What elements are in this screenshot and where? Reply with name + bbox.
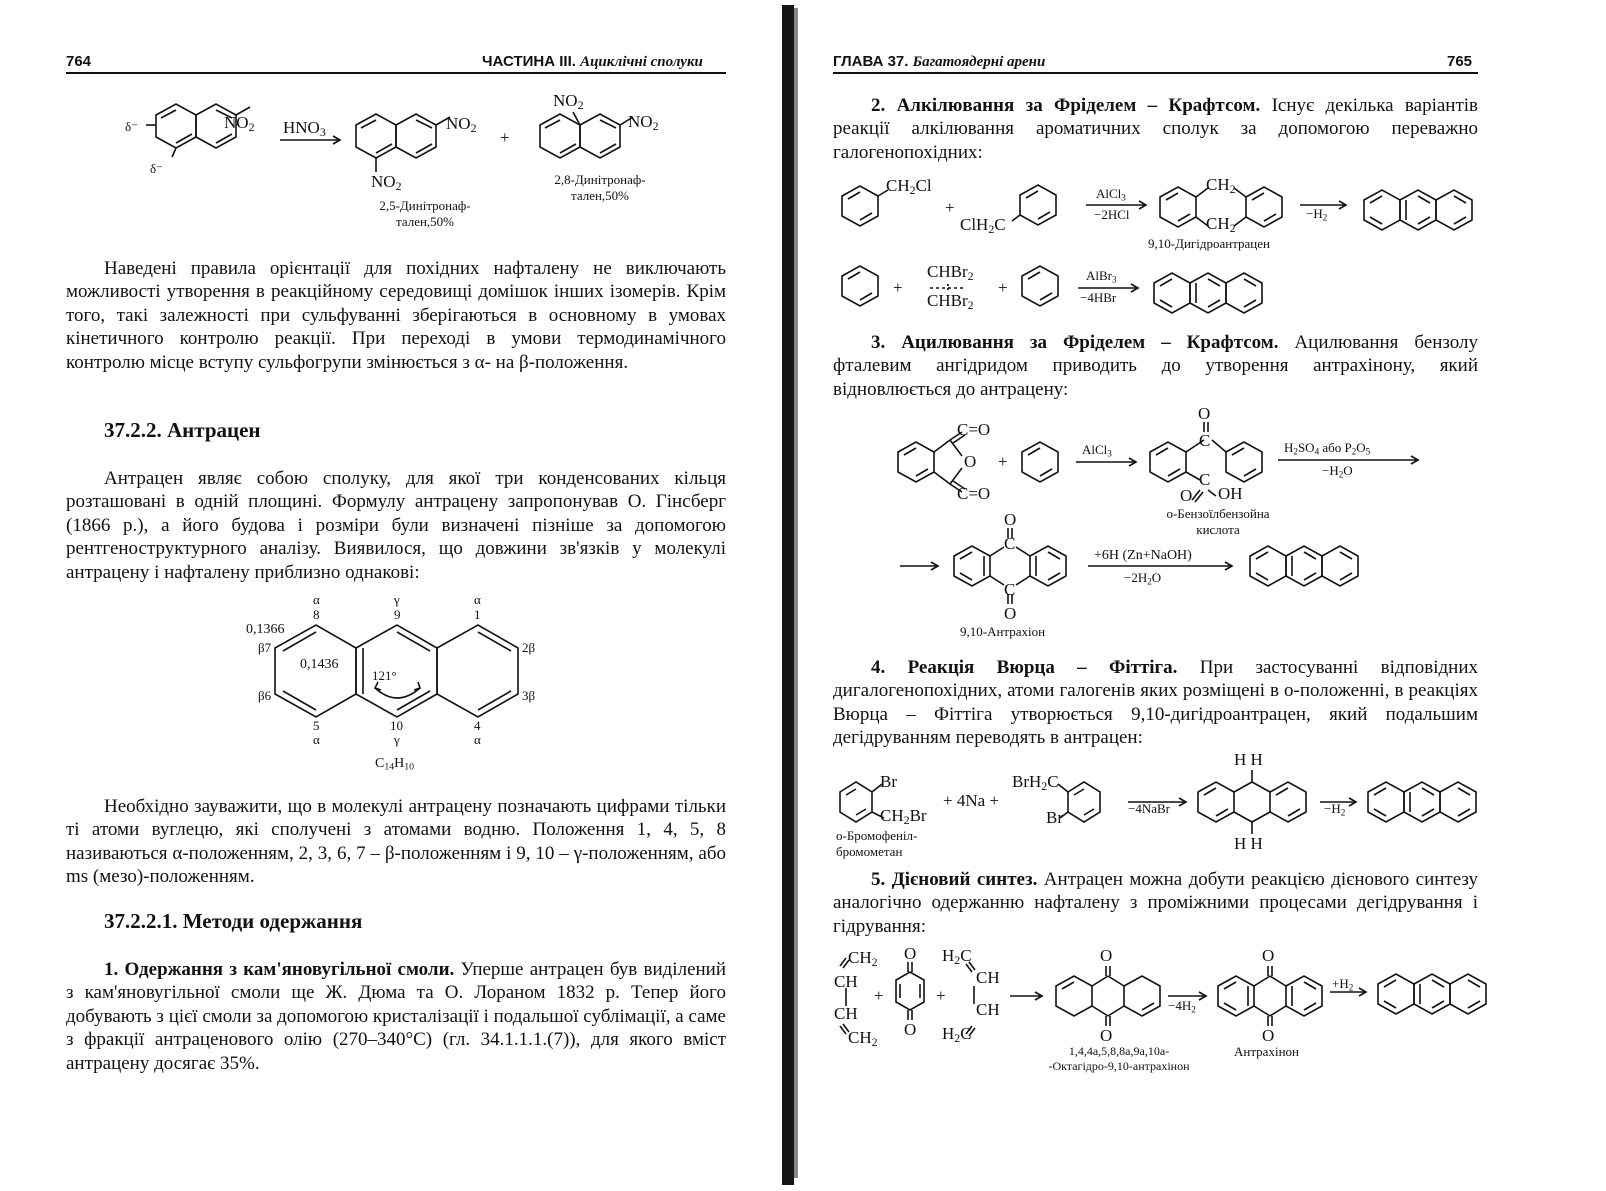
clh2c-label: ClH$_2$C (960, 215, 1006, 236)
wurtz-br-1: Br (880, 772, 897, 791)
plus-4: + (998, 452, 1008, 471)
reagent-hno3: $HNO_3$ (283, 118, 326, 139)
plus-5: + (874, 986, 884, 1005)
num-4: 4 (474, 718, 481, 733)
nitro-group-5: $NO_2$ (628, 112, 659, 133)
acid-catalyst: $H_2SO_4$ або $P_2O_5$ (1284, 440, 1371, 457)
wurtz-ch2br: $CH_2Br$ (880, 806, 927, 827)
plus-3: + (998, 278, 1008, 297)
ch2cl-label: $CH_2Cl$ (886, 176, 932, 197)
hydrogens-top: H H (1234, 750, 1263, 769)
acid-ketone-c: C (1199, 431, 1211, 450)
right-page-number: 765 (1447, 53, 1473, 70)
wurtz-brh2c: BrH$_2$C (1012, 772, 1059, 793)
anhydride-o: O (964, 452, 977, 471)
bromophenyl-caption: о-Бромофеніл- бромометан (836, 828, 918, 859)
delta-charge-1: δ⁻ (125, 119, 138, 134)
num-9: 9 (394, 607, 401, 622)
label-alpha-5: α (313, 732, 320, 747)
wurtz-4na: + 4Na + (943, 791, 999, 810)
diene2-h2c-bottom: $H_2C$ (942, 1024, 972, 1045)
acid-carboxyl-c: C (1199, 470, 1211, 489)
elim-h2-2: $-H_2$ (1324, 801, 1346, 818)
ch2-top: $CH_2$ (1206, 175, 1236, 196)
chbr2-top: CHBr$_2$ (927, 262, 974, 283)
heading-anthracene: 37.2.2. Антрацен (104, 418, 261, 442)
quinone-o-bottom: O (904, 1020, 917, 1039)
product1-caption: 2,5-Динітронаф- тален,50% (379, 198, 471, 229)
anthraquinone-caption: 9,10-Антрахіон (960, 624, 1046, 639)
diene-ch2-top: $CH_2$ (848, 948, 878, 969)
elim-h2o: $-H_2O$ (1322, 463, 1353, 480)
elim-2hcl: −2HCl (1094, 207, 1130, 222)
paragraph-coal-tar: 1. Одержання з кам'яновугільної смоли. Уперше антрацен був виділений з кам'яновугільної смоли ще Ж. Дюма та О. Лораном 1832 р. Тепер його добувають з цієї смоли за допомогою кристалізації і подальшої сублімації, а саме з фракції антраценового олію (270–340°С) (гл. 34.1.1.1.(7)), для якого вміст антрацену досягає 35%. (66, 959, 726, 1074)
add-h2: $+H_2$ (1332, 976, 1354, 993)
product2-caption: 2,8-Динітронаф- тален,50% (554, 172, 646, 203)
hydrogens-bottom: H H (1234, 834, 1263, 853)
left-running-header: ЧАСТИНА III. Ациклічні сполуки (482, 53, 703, 70)
section-diene-synthesis: 5. Дієновий синтез. Антрацен можна добути реакцією дієнового синтезу аналогічно одержанню нафталену з проміжними процесами дегідрування і гідрування: (833, 869, 1478, 937)
num-5: 5 (313, 718, 320, 733)
plus-1: + (945, 198, 955, 217)
diene2-ch-1: CH (976, 968, 1000, 987)
diene-ch-1: CH (834, 972, 858, 991)
num-1: 1 (474, 607, 481, 622)
label-beta-3: 3β (522, 688, 536, 703)
section-friedel-crafts-alkylation: 2. Алкілювання за Фріделем – Крафтсом. Існує декілька варіантів реакції алкілювання ароматичних сполук за допомогою переважно галогенопохідних: (833, 95, 1478, 163)
bond-length-1: 0,1366 (246, 622, 285, 637)
nitro-group-1: $NO_2$ (224, 113, 255, 134)
diene2-ch-2: CH (976, 1000, 1000, 1019)
wurtz-br-2: Br (1046, 808, 1063, 827)
acid-ketone-o: O (1198, 404, 1211, 423)
nitro-group-2: $NO_2$ (446, 114, 477, 135)
bond-angle: 121° (372, 668, 397, 683)
diene2-h2c-top: $H_2C$ (942, 946, 972, 967)
oct-o-top: O (1100, 946, 1113, 965)
num-8: 8 (313, 607, 320, 622)
aq2-o-bottom: O (1262, 1026, 1275, 1045)
right-running-header: ГЛАВА 37. Багатоядерні арени (833, 53, 1046, 70)
elim-4hbr: −4HBr (1080, 290, 1117, 305)
acid-oh: OH (1218, 484, 1243, 503)
aq-o-top: O (1004, 510, 1017, 529)
label-beta-6: β6 (258, 688, 272, 703)
elim-4h2: $-4H_2$ (1168, 998, 1196, 1015)
label-gamma-9: γ (394, 592, 400, 607)
quinone-o-top: O (904, 944, 917, 963)
aq-o-bottom: O (1004, 604, 1017, 623)
reduction-reagent: +6H (Zn+NaOH) (1094, 548, 1192, 563)
diene-ch2-bottom: $CH_2$ (848, 1028, 878, 1049)
anthraquinone-caption-2: Антрахінон (1234, 1044, 1299, 1059)
aq-c-bottom: C (1004, 580, 1016, 599)
label-alpha-4: α (474, 732, 481, 747)
catalyst-albr3: AlBr$_3$ (1086, 268, 1117, 285)
heading-methods: 37.2.2.1. Методи одержання (104, 909, 363, 933)
label-gamma-10: γ (394, 732, 400, 747)
nitro-group-3: $NO_2$ (371, 172, 402, 193)
left-page-number: 764 (66, 53, 92, 70)
catalyst-alcl3: AlCl$_3$ (1096, 186, 1126, 203)
section-wurtz-fittig: 4. Реакція Вюрца – Фіттіга. При застосуванні відповідних дигалогенопохідних, атоми галогенів яких розміщені в о-положенні, в реакціях Вюрца – Фіттіга утворюється 9,10-дигідроантрацен, який подальшим дегідруванням переводять в антрацен: (833, 657, 1478, 749)
nitro-group-4: $NO_2$ (553, 91, 584, 112)
formula-c14h10: $C_{14}H_{10}$ (375, 756, 415, 773)
num-10: 10 (390, 718, 403, 733)
chbr2-bottom: CHBr$_2$ (927, 291, 974, 312)
catalyst-alcl3-2: AlCl$_3$ (1082, 442, 1112, 459)
label-beta-7: β7 (258, 640, 272, 655)
anhydride-c1: C=O (957, 420, 991, 439)
benzoylbenzoic-acid-caption: о-Бензоїлбензойна кислота (1166, 506, 1270, 537)
aq2-o-top: O (1262, 946, 1275, 965)
acid-carboxyl-o: O (1180, 486, 1193, 505)
paragraph-orientation: Наведені правила орієнтації для похідних нафталену не виключають можливості утворення в реакційному середовищі домішок інших ізомерів. Крім того, такі залежності при сульфуванні зберігаються в основному в умовах кінетичного контролю реакції. При переході в умови термодинамічного контролю місце вступу сульфогрупи змінюється з α- на β-положення. (66, 258, 726, 373)
aq-c-top: C (1004, 534, 1016, 553)
elim-h2-1: $-H_2$ (1306, 206, 1328, 223)
dihydroanthracene-caption: 9,10-Дигідроантрацен (1148, 236, 1270, 251)
label-beta-2: 2β (522, 640, 536, 655)
section-friedel-crafts-acylation: 3. Ацилювання за Фріделем – Крафтсом. Ацилювання бензолу фталевим ангідридом приводить до утворення антрахінону, який відновлюється до антрацену: (833, 332, 1478, 400)
oct-o-bottom: O (1100, 1026, 1113, 1045)
paragraph-numbering: Необхідно зауважити, що в молекулі антрацену позначають цифрами тільки ті атоми вуглецю, які сполучені з атомами водню. Положення 1, 4, 5, 8 називаються α-положенням, 2, 3, 6, 7 – β-положенням і 9, 10 – γ-положенням, або ms (мезо)-положенням. (66, 796, 726, 888)
label-alpha-1: α (474, 592, 481, 607)
delta-charge-2: δ⁻ (150, 161, 163, 176)
plus-sign: + (500, 128, 510, 147)
plus-6: + (936, 986, 946, 1005)
octahydroanthraquinone-caption: 1,4,4a,5,8,8a,9a,10a- -Октагідро-9,10-антрахінон (1048, 1044, 1190, 1073)
plus-2: + (893, 278, 903, 297)
elim-4nabr: −4NaBr (1128, 801, 1170, 816)
ch2-bottom: $CH_2$ (1206, 214, 1236, 235)
paragraph-anthracene: Антрацен являє собою сполуку, для якої три конденсованих кільця розташовані в одній площині. Формулу антрацену запропонував О. Гінсберг (1866 р.), а його будова і розміри були визначені пізніше за допомогою рентгеноструктурного аналізу. Виявилося, що довжини зв'язків у молекулі антрацену і нафталену приблизно однакові: (66, 468, 726, 583)
diene-ch-2: CH (834, 1004, 858, 1023)
elim-2h2o: $-2H_2O$ (1124, 570, 1162, 587)
anhydride-c2: C=O (957, 484, 991, 503)
bond-length-2: 0,1436 (300, 657, 339, 672)
label-alpha-8: α (313, 592, 320, 607)
